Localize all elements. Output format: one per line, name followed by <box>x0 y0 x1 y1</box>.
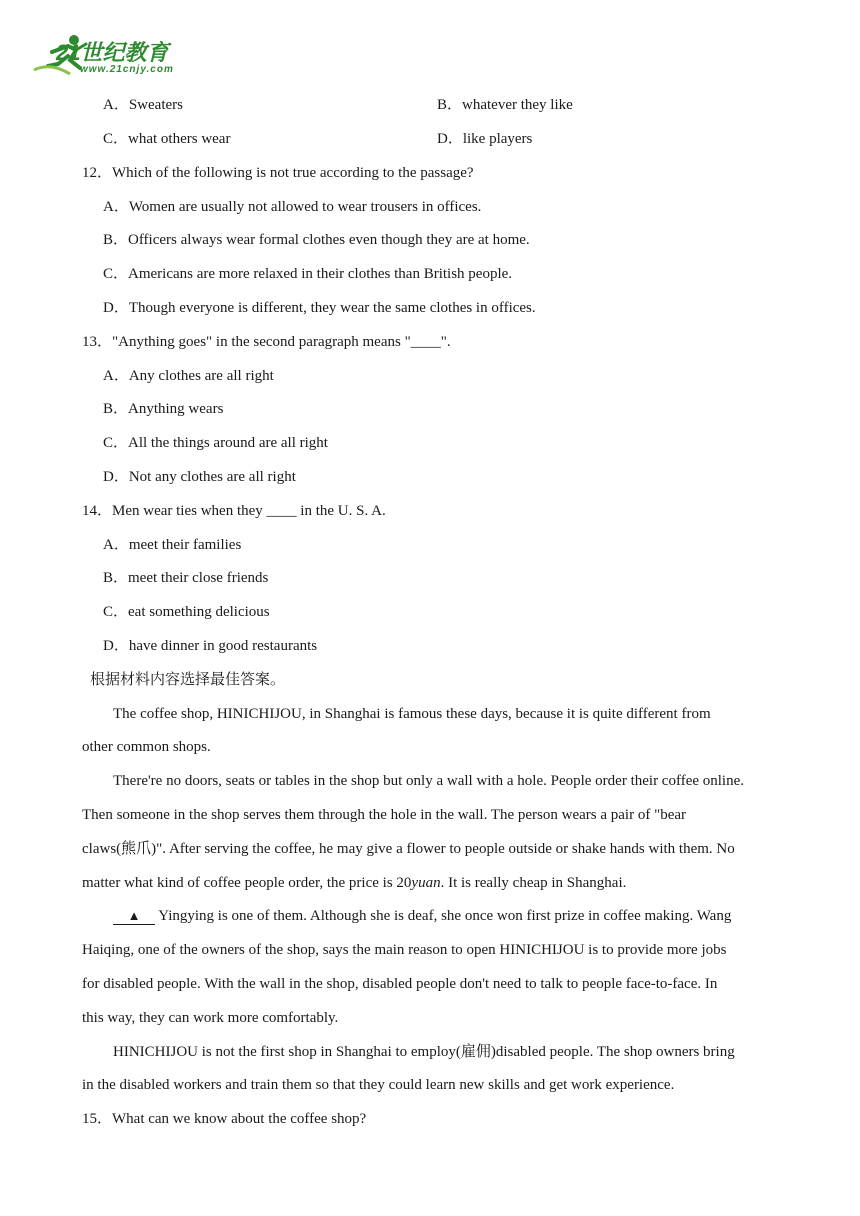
logo-text: 21世纪教育 <box>56 40 169 65</box>
passage-p2-line3: claws(熊爪)". After serving the coffee, he may give a flower to people outside or shake hands with them. No <box>82 841 735 857</box>
passage-p2-line4 <box>82 873 626 893</box>
passage-p3-line2: Haiqing, one of the owners of the shop, says the main reason to open HINICHIJOU is to provide more jobs <box>82 942 727 958</box>
passage-p1-line1: The coffee shop, HINICHIJOU, in Shanghai is famous these days, because it is quite different from <box>113 706 711 722</box>
passage-p2-line1: There're no doors, seats or tables in the shop but only a wall with a hole. People order their coffee online. <box>113 773 744 789</box>
passage-p1-line2: other common shops. <box>82 739 211 755</box>
q13-option-a: A．Any clothes are all right <box>103 368 274 384</box>
q14-stem: 14．Men wear ties when they ____ in the U. S. A. <box>82 503 386 519</box>
q15-stem: 15．What can we know about the coffee shop? <box>82 1111 367 1127</box>
passage-p3-line1-text: Yingying is one of them. Although she is deaf, she once won first prize in coffee making. Wang <box>155 908 732 924</box>
q11-option-c: C．what others wear <box>103 131 231 147</box>
q13-option-c: C．All the things around are all right <box>103 435 328 451</box>
q11-option-b: B．whatever they like <box>437 97 573 113</box>
answer-blank: ▲ <box>113 908 155 925</box>
q14-option-b: B．meet their close friends <box>103 570 269 586</box>
passage-p3-line1 <box>113 906 731 926</box>
q13-option-d: D．Not any clothes are all right <box>103 469 296 485</box>
passage-p2-line2: Then someone in the shop serves them through the hole in the wall. The person wears a pair of "bear <box>82 807 687 823</box>
passage-p3-line3: for disabled people. With the wall in the shop, disabled people don't need to talk to people face-to-face. In <box>82 976 718 992</box>
q12-stem: 12．Which of the following is not true according to the passage? <box>82 165 474 181</box>
q13-stem: 13．"Anything goes" in the second paragraph means "____". <box>82 334 451 350</box>
q14-option-a: A．meet their families <box>103 537 242 553</box>
section-instruction: 根据材料内容选择最佳答案。 <box>90 672 286 688</box>
q12-option-b: B．Officers always wear formal clothes even though they are at home. <box>103 232 530 248</box>
passage-p2-line4-a: matter what kind of coffee people order, the price is 20 <box>82 875 412 891</box>
q11-option-a: A．Sweaters <box>103 97 183 113</box>
q13-option-b: B．Anything wears <box>103 401 224 417</box>
q14-option-c: C．eat something delicious <box>103 604 270 620</box>
passage-p2-line4-yuan: yuan <box>411 875 441 891</box>
q12-option-c: C．Americans are more relaxed in their clothes than British people. <box>103 266 513 282</box>
q14-option-d: D．have dinner in good restaurants <box>103 638 318 654</box>
passage-p3-line4: this way, they can work more comfortably. <box>82 1010 339 1026</box>
logo-url: www.21cnjy.com <box>80 64 174 75</box>
q11-option-d: D．like players <box>437 131 533 147</box>
passage-p4-line1: HINICHIJOU is not the first shop in Shanghai to employ(雇佣)disabled people. The shop owners bring <box>113 1044 735 1060</box>
q12-option-a: A．Women are usually not allowed to wear trousers in offices. <box>103 199 482 215</box>
passage-p4-line2: in the disabled workers and train them so that they could learn new skills and get work experience. <box>82 1077 675 1093</box>
q12-option-d: D．Though everyone is different, they wear the same clothes in offices. <box>103 300 536 316</box>
passage-p2-line4-c: . It is really cheap in Shanghai. <box>440 875 627 891</box>
